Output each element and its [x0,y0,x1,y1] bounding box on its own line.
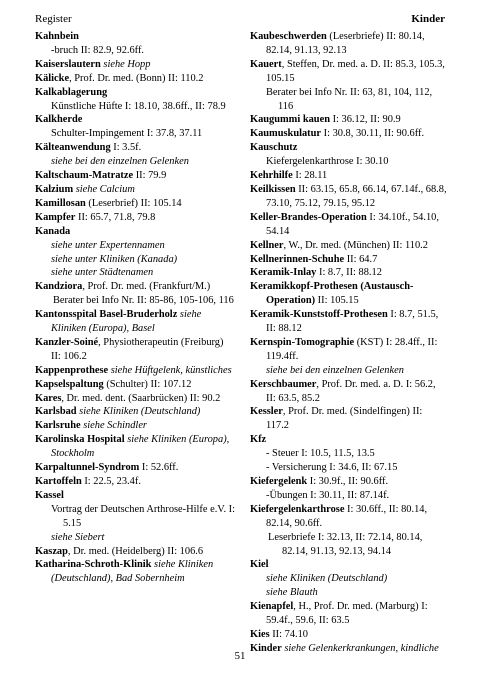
index-subentry [250,364,447,378]
entry-term: Kehrhilfe [250,170,293,182]
entry-crossref: siehe Kliniken (Deutschland) [266,573,388,585]
entry-term: Kauschutz [250,142,298,154]
index-entry [35,545,235,559]
index-entry [35,86,235,100]
entry-term: Kapselspaltung [35,378,104,390]
entry-locator: , Physiotherapeutin (Freiburg) II: 106.2 [51,336,224,362]
index-entry [250,378,447,406]
entry-locator: I: 34.10f., 54.10, 54.14 [266,211,439,237]
running-head [35,10,445,28]
index-column-right [250,30,447,656]
entry-locator: (Leserbrief) II: 105.14 [85,197,182,209]
index-entry [35,475,235,489]
entry-locator: Leserbriefe I: 32.13, II: 72.14, 80.14, 82.14, 91.13, 92.13, 94.14 [268,531,423,557]
entry-locator: , Prof. Dr. med. (Frankfurt/M.) [82,281,211,293]
index-entry [250,239,447,253]
entry-term: Karolinska Hospital [35,434,125,446]
entry-locator: , Dr. med. dent. (Saarbrücken) II: 90.2 [61,392,221,404]
index-entry [35,211,235,225]
index-subentry [35,44,235,58]
entry-term: Karlsruhe [35,420,81,432]
entry-locator: II: 64.7 [344,253,378,265]
index-entry [35,336,235,364]
index-entry [250,558,447,572]
index-entry [250,141,447,155]
index-entry [35,433,235,461]
index-entry [35,461,235,475]
entry-term: Kernspin-Tomographie [250,336,355,348]
entry-term: Kanada [35,225,71,237]
entry-locator: -Übungen I: 30.11, II: 87.14f. [266,489,390,501]
entry-term: Keramik-Inlay [250,267,317,279]
entry-crossref: siehe bei den einzelnen Gelenken [51,156,189,168]
index-entry [250,266,447,280]
entry-term: Kanzler-Soiné [35,336,99,348]
entry-crossref: siehe Hopp [100,58,151,70]
index-entry [35,183,235,197]
entry-term: Kaszap [35,545,68,557]
entry-crossref: siehe Kliniken (Europa), Stockholm [51,434,230,460]
entry-term: Kellner [250,239,284,251]
entry-locator: I: 30.6ff., II: 80.14, 82.14, 90.6ff. [266,503,428,529]
index-entry [35,30,235,44]
entry-term: Kerschbaumer [250,378,317,390]
index-entry [250,336,447,364]
entry-term: Katharina-Schroth-Klinik [35,559,152,571]
index-subentry [250,461,447,475]
index-entry [35,419,235,433]
entry-crossref: siehe unter Städtenamen [51,267,154,279]
entry-crossref: siehe Gelenkerkrankungen, kindliche [281,642,439,654]
index-entry [250,253,447,267]
entry-term: Kares [35,392,62,404]
index-subentry [250,531,447,559]
entry-term: Kaugummi kauen [250,114,330,126]
entry-locator: I: 36.12, II: 90.9 [329,114,401,126]
entry-locator: Kiefergelenkarthrose I: 30.10 [266,156,389,168]
index-entry [250,433,447,447]
index-subentry [250,155,447,169]
entry-locator: I: 30.8, 30.11, II: 90.6ff. [321,128,425,140]
entry-locator: - Versicherung I: 34.6, II: 67.15 [266,462,398,474]
index-entry [35,405,235,419]
index-subentry [250,447,447,461]
entry-term: Kfz [250,434,267,446]
index-subentry [35,503,235,531]
index-entry [250,183,447,211]
entry-locator: Künstliche Hüfte I: 18.10, 38.6ff., II: 78.9 [51,100,226,112]
entry-term: Keramik-Kunststoff-Prothesen [250,309,388,321]
entry-locator: , Dr. med. (Heidelberg) II: 106.6 [67,545,204,557]
index-entry [35,113,235,127]
entry-term: Kies [250,628,270,640]
entry-term: Kamillosan [35,197,86,209]
index-subentry [35,294,235,308]
entry-term: Kälicke [35,72,70,84]
entry-term: Keilkissen [250,183,296,195]
index-entry [250,58,447,86]
entry-locator: I: 52.6ff. [139,462,179,474]
entry-locator: , Steffen, Dr. med. a. D. II: 85.3, 105.3, 105.15 [266,58,445,84]
entry-locator: Berater bei Info Nr. II: 63, 81, 104, 112, 116 [266,86,433,112]
entry-locator: (KST) I: 28.4ff., II: 119.4ff. [266,336,438,362]
index-entry [250,127,447,141]
index-entry [35,392,235,406]
index-entry [35,58,235,72]
index-subentry [35,266,235,280]
entry-crossref: siehe Schindler [80,420,147,432]
entry-crossref: siehe Siebert [51,531,105,543]
index-entry [250,280,447,308]
entry-term: Kappenprothese [35,364,109,376]
entry-crossref: siehe Hüftgelenk, künstliches [108,364,232,376]
index-subentry [35,239,235,253]
entry-term: Kaumuskulatur [250,128,322,140]
entry-locator: (Leserbriefe) II: 80.14, 82.14, 91.13, 92.13 [266,31,425,56]
index-entry [250,169,447,183]
entry-locator: I: 8.7, II: 88.12 [316,267,382,279]
entry-locator: Vortrag der Deutschen Arthrose-Hilfe e.V. I: 5.15 [51,503,235,529]
entry-term: Kassel [35,489,64,501]
entry-locator: I: 22.5, 23.4f. [81,476,141,487]
entry-crossref: siehe unter Kliniken (Kanada) [51,253,178,265]
index-entry [35,72,235,86]
entry-locator: II: 79.9 [133,170,167,182]
entry-locator: II: 65.7, 71.8, 79.8 [75,211,156,223]
entry-locator: II: 63.15, 65.8, 66.14, 67.14f., 68.8, 73.10, 75.12, 79.15, 95.12 [266,183,447,209]
entry-crossref: siehe Kliniken (Deutschland) [76,406,201,418]
entry-locator: , Prof. Dr. med. (Bonn) II: 110.2 [69,72,204,84]
entry-term: Kandziora [35,281,83,293]
entry-term: Kantonsspital Basel-Bruderholz [35,309,178,321]
entry-term: Kellnerinnen-Schuhe [250,253,345,265]
entry-term: Karpaltunnel-Syndrom [35,462,140,474]
entry-term: Kalzium [35,183,74,195]
index-entry [250,30,447,58]
entry-term: Kessler [250,406,283,418]
index-subentry [35,253,235,267]
index-entry [250,405,447,433]
entry-locator: I: 30.9f., II: 90.6ff. [307,476,389,487]
entry-locator: I: 3.5f. [110,142,142,154]
index-subentry [35,127,235,141]
index-subentry [250,489,447,503]
index-entry [35,558,235,586]
index-entry [35,280,235,294]
entry-locator: , H., Prof. Dr. med. (Marburg) I: 59.4f., 59.6, II: 63.5 [266,601,428,627]
index-entry [35,197,235,211]
entry-locator: , Prof. Dr. med. (Sindelfingen) II: 117.2 [266,406,423,432]
index-subentry [250,86,447,114]
index-entry [250,503,447,531]
index-entry [250,308,447,336]
page-number: 51 [234,650,246,662]
index-entry [250,211,447,239]
entry-term: Kiefergelenk [250,476,308,487]
index-entry [250,600,447,628]
entry-term: Kaiserslautern [35,58,101,70]
index-entry [35,225,235,239]
index-entry [250,113,447,127]
entry-term: Kampfer [35,211,76,223]
entry-crossref: siehe Kliniken (Deutschland), Bad Sobernheim [51,559,214,585]
entry-term: Kartoffeln [35,476,82,487]
entry-crossref: siehe Kliniken (Europa), Basel [51,309,202,335]
entry-locator: - Steuer I: 10.5, 11.5, 13.5 [266,448,375,460]
entry-term: Kienapfel [250,601,294,613]
index-subentry [250,586,447,600]
index-entry [35,308,235,336]
entry-locator: II: 105.15 [315,295,359,307]
entry-term: Karlsbad [35,406,77,418]
index-subentry [35,531,235,545]
entry-term: Kauert [250,58,282,70]
entry-locator: , Prof. Dr. med. a. D. I: 56.2, II: 63.5, 85.2 [266,378,436,404]
entry-crossref: siehe unter Expertennamen [51,239,165,251]
index-column-left [35,30,235,586]
entry-crossref: siehe bei den einzelnen Gelenken [266,364,404,376]
index-subentry [35,155,235,169]
index-subentry [250,572,447,586]
entry-term: Kälteanwendung [35,142,111,154]
entry-crossref: siehe Blauth [266,587,318,599]
entry-term: Kinder [250,642,282,654]
entry-crossref: siehe Calcium [73,183,135,195]
entry-term: Kalkherde [35,114,83,126]
entry-term: Kiefergelenkarthrose [250,503,345,515]
entry-locator: -bruch II: 82.9, 92.6ff. [51,44,145,56]
entry-term: Kahnbein [35,31,79,42]
index-entry [250,628,447,642]
index-entry [35,169,235,183]
index-entry [35,378,235,392]
index-subentry [35,100,235,114]
entry-locator: I: 28.11 [292,170,328,182]
running-head-section: Register [35,13,72,25]
index-entry [35,489,235,503]
entry-locator: I: 8.7, 51.5, II: 88.12 [266,309,439,335]
entry-locator: II: 74.10 [269,628,309,640]
index-entry [35,141,235,155]
entry-locator: , W., Dr. med. (München) II: 110.2 [283,239,428,251]
running-head-keyword: Kinder [411,13,445,25]
entry-term: Keramikkopf-Prothesen (Austausch-Operation) [250,281,414,307]
entry-locator: Schulter-Impingement I: 37.8, 37.11 [51,128,203,140]
index-entry [250,475,447,489]
entry-term: Kiel [250,559,269,571]
entry-term: Kaltschaum-Matratze [35,170,134,182]
entry-term: Keller-Brandes-Operation [250,211,367,223]
entry-locator: (Schulter) II: 107.12 [103,378,192,390]
index-entry [35,364,235,378]
entry-term: Kaubeschwerden [250,31,327,42]
entry-term: Kalkablagerung [35,86,108,98]
entry-locator: Berater bei Info Nr. II: 85-86, 105-106, 116 [53,295,234,307]
